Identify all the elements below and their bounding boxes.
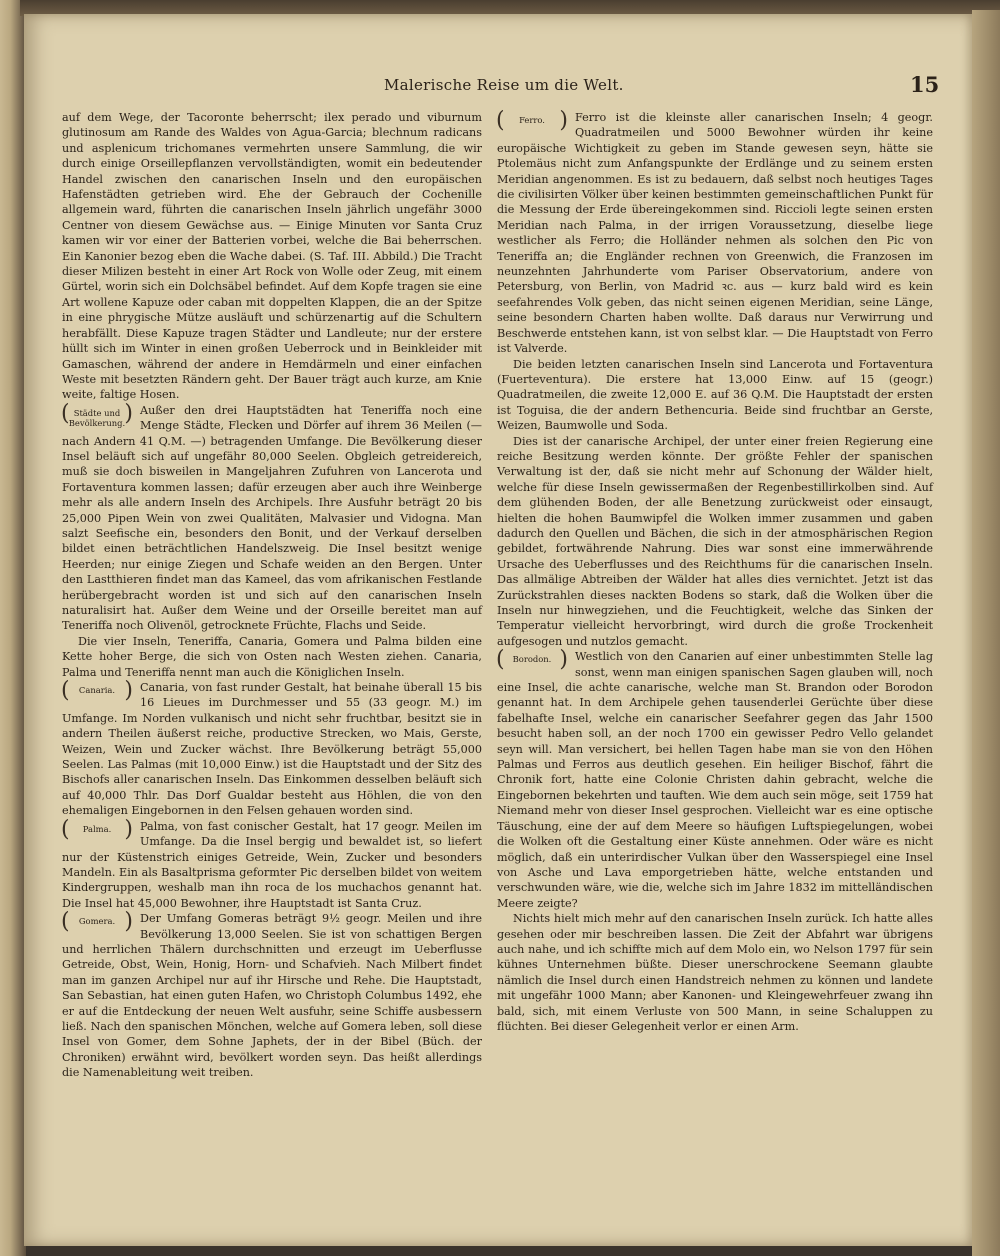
page-stack-edge [972,10,1000,1256]
right-column [497,110,933,1034]
paragraph-ferro [497,110,933,357]
paragraph-text: Palma, von fast conischer Gestalt, hat 17 geogr. Meilen im Umfange. Da die Insel bergig und bewaldet ist, so liefert nur der Küstenstrich einiges Getreide, Wein, Zucker und besonders Mandeln. Ein als Basaltprisma geformter Pic derselben bildet von weitem Kindergruppen, weshalb man ihn roca de los muchachos genannt hat. Die Insel hat 45,000 Bewohner, ihre Hauptstadt ist Santa Cruz. [62,819,482,910]
margin-note-borodon: ( Borodon. ) [497,652,567,666]
paragraph-staedte [62,403,482,634]
paragraph: Nichts hielt mich mehr auf den canarischen Inseln zurück. Ich hatte alles gesehen oder mir beschreiben lassen. Die Zeit der Abfahrt war übrigens auch nahe, und ich schiffte mich auf dem Molo ein, wo Nelson 1797 für sein kühnes Unternehmen büßte. Dieser unerschrockene Seemann glaubte nämlich die Insel durch einen Handstreich nehmen zu können und landete mit ungefähr 1000 Mann; aber Kanonen- und Kleingewehrfeuer zwang ihn bald, sich, mit einem Verluste von 500 Mann, in seine Schaluppen zu flüchten. Bei dieser Gelegenheit verlor er einen Arm. [497,912,933,1033]
paragraph: auf dem Wege, der Tacoronte beherrscht; ilex perado und viburnum glutinosum am Rande des Waldes von Agua-Garcia; blechnum radicans und asplenicum trichomanes vermehrten unsere Sammlung, die wir durch einige Orseillepflanzen vervollständigten, womit ein bedeutender Handel zwischen den canarischen Inseln und den europäischen Hafenstädten getrieben wird. Ehe der Gebrauch der Cochenille allgemein ward, führten die canarischen Inseln jährlich ungefähr 3000 Centner von diesem Gewächse aus. — Einige Minuten vor Santa Cruz kamen wir vor einer der Batterien vorbei, welche die Bai beherrschen. Ein Kanonier bezog eben die Wache dabei. (S. Taf. III. Abbild.) Die Tracht dieser Milizen besteht in einer Art Rock von Wolle oder Zeug, mit einem Gürtel, worin sich ein Dolchsäbel befindet. Auf dem Kopfe tragen sie eine Art wollene Kapuze oder caban mit doppelten Klappen, die an der Spitze in eine phrygische Mütze ausläuft und schürzenartig auf die Schultern herabfällt. Diese Kapuze tragen Städter und Landleute; nur der erstere hüllt sich im Winter in einen großen Ueberrock und in Beinkleider mit Gamaschen, während der andere in Hemdärmeln und einer einfachen Weste mit besetzten Rändern geht. Der Bauer trägt auch kurze, am Knie weite, faltige Hosen. [62,111,482,402]
margin-note-ferro: ( Ferro. ) [497,113,567,127]
paragraph: Dies ist der canarische Archipel, der unter einer freien Regierung eine reiche Besitzung werden könnte. Der größte Fehler der spanischen Verwaltung ist der, daß sie nicht mehr auf Schonung der Wälder hielt, welche für diese Inseln gewissermaßen der Regenbestillirkolben sind. Auf dem glühenden Boden, der alle Benetzung zurückweist oder einsaugt, hielten die hohen Baumwipfel die Wolken immer zusammen und gaben dadurch den Quellen und Bächen, die sich in der atmosphärischen Region gebildet, fortwährende Nahrung. Dies war sonst eine immerwährende Ursache des Ueberflusses und des Reichthums für die canarischen Inseln. Das allmälige Abtreiben der Wälder hat alles dies vernichtet. Jetzt ist das Zurückstrahlen dieses nackten Bodens so stark, daß die Wolken über die Inseln nur hinwegziehen, und die Feuchtigkeit, welche das Sinken der Temperatur vielleicht hervorbringt, wird durch die große Trockenheit aufgesogen und nutzlos gemacht. [497,434,933,648]
paragraph-text: Westlich von den Canarien auf einer unbestimmten Stelle lag sonst, wenn man einigen spanischen Sagen glauben will, noch eine Insel, die achte canarische, welche man St. Brandon oder Borodon genannt hat. In dem Archipele gehen tausenderlei Gerüchte über diese fabelhafte Insel, welche ein canarischer Seefahrer gegen das Jahr 1500 besucht haben soll, an der noch 1700 ein gewisser Pedro Vello gelandet seyn will. Man versichert, bei hellen Tagen habe man sie von den Höhen Palmas und Ferros aus deutlich gesehen. Ein heiliger Bischof, fährt die Chronik fort, hatte eine Colonie Christen dahin gebracht, welche die Eingebornen bekehrten und tauften. Wie dem auch sein möge, seit 1759 hat Niemand mehr von dieser Insel gesprochen. Vielleicht war es eine optische Täuschung, eine der auf dem Meere so häufigen Luftspiegelungen, wobei die Wolken oft die Gestaltung einer Küste annehmen. Oder wäre es nicht möglich, daß ein unterirdischer Vulkan über den Wasserspiegel eine Insel von Asche und Lava emporgetrieben hätte, welche entstanden und verschwunden wäre, wie die, welche sich im Jahre 1832 im mittelländischen Meere zeigte? [497,650,933,910]
paragraph-gomera [62,911,482,1080]
paragraph-palma [62,819,482,911]
paragraph-canaria [62,680,482,819]
paragraph-text: Außer den drei Hauptstädten hat Teneriffa noch eine Menge Städte, Flecken und Dörfer auf ihrem 36 Meilen (— nach Andern 41 Q.M. —) betragenden Umfange. Die Bevölkerung dieser Insel beläuft sich auf ungefähr 80,000 Seelen. Obgleich getreidereich, muß sie doch bisweilen in Mangeljahren Zufuhren von Lancerota und Fortaventura kommen lassen; dafür erzeugen aber auch ihre Weinberge mehr als alle andern Inseln des Archipels. Ihre Ausfuhr beträgt 20 bis 25,000 Pipen Wein von zwei Qualitäten, Malvasier und Vidogna. Man salzt Seefische ein, besonders den Bonit, und der Verkauf derselben bildet einen beträchtlichen Handelszweig. Die Insel besitzt wenige Heerden; nur einige Ziegen und Schafe weiden an den Bergen. Unter den Lastthieren findet man das Kameel, das vom afrikanischen Festlande herübergebracht worden ist und sich auf den canarischen Inseln naturalisirt hat. Außer dem Weine und der Orseille bereitet man auf Teneriffa noch Olivenöl, getrocknete Früchte, Flachs und Seide. [62,403,482,633]
running-title: Malerische Reise um die Welt. [384,76,624,94]
margin-note-staedte: ( Städte und Bevölkerung. ) [62,406,132,430]
paragraph: Die beiden letzten canarischen Inseln sind Lancerota und Fortaventura (Fuerteventura). Die erstere hat 13,000 Einw. auf 15 (geogr.) Quadratmeilen, die zweite 12,000 E. auf 36 Q.M. Die Hauptstadt der ersten ist Toguisa, die der andern Bethencuria. Beide sind fruchtbar an Gerste, Weizen, Baumwolle und Soda. [497,357,933,433]
paragraph-text: Ferro ist die kleinste aller canarischen Inseln; 4 geogr. Quadratmeilen und 5000 Bewohner würden ihr keine europäische Wichtigkeit zu geben im Stande gewesen seyn, hätte sie Ptolemäus nicht zum Anfangspunkte der Erdlänge und zu seinem ersten Meridian angenommen. Es ist zu bedauern, daß selbst noch heutiges Tages die civilisirten Völker über keinen bestimmten gemeinschaftlichen Punkt für die Messung der Erde übereingekommen sind. Riccioli legte seinen ersten Meridian nach Palma, in der irrigen Voraussetzung, dieselbe liege westlicher als Ferro; die Holländer nehmen als solchen den Pic von Teneriffa an; die Engländer rechnen von Greenwich, die Franzosen im neunzehnten Jahrhunderte vom Pariser Observatorium, andere von Petersburg, von Berlin, von Madrid ꝛc. aus — kurz bald wird es kein seefahrendes Volk geben, das nicht seinen eigenen Meridian, seine Länge, seine besondern Charten haben wollte. Daß daraus nur Verwirrung und Beschwerde entstehen kann, ist von selbst klar. — Die Hauptstadt von Ferro ist Valverde. [497,111,933,356]
margin-note-canaria: ( Canaria. ) [62,683,132,697]
book-page [24,14,972,1246]
book-spine [0,0,26,1256]
left-column [62,110,482,1081]
page-number: 15 [910,72,940,97]
paragraph-borodon [497,649,933,911]
margin-note-gomera: ( Gomera. ) [62,914,132,928]
paragraph-text: Der Umfang Gomeras beträgt 9½ geogr. Meilen und ihre Bevölkerung 13,000 Seelen. Sie ist von schattigen Bergen und herrlichen Thälern durchschnitten und erzeugt im Ueberflusse Getreide, Obst, Wein, Honig, Horn- und Schafvieh. Nach Milbert findet man im ganzen Archipel nur auf ihr Hirsche und Rehe. Die Hauptstadt, San Sebastian, hat einen guten Hafen, wo Christoph Columbus 1492, ehe er auf die Entdeckung der neuen Welt ausfuhr, seine Schiffe ausbessern ließ. Nach den spanischen Mönchen, welche auf Gomera leben, soll diese Insel von Gomer, dem Sohne Japhets, der in der Bibel (Büch. der Chroniken) erwähnt wird, bevölkert worden seyn. Das heißt allerdings die Namenableitung weit treiben. [62,912,482,1080]
paragraph: Die vier Inseln, Teneriffa, Canaria, Gomera und Palma bilden eine Kette hoher Berge, die sich von Osten nach Westen ziehen. Canaria, Palma und Teneriffa nennt man auch die Königlichen Inseln. [62,634,482,679]
paragraph-text: Canaria, von fast runder Gestalt, hat beinahe überall 15 bis 16 Lieues im Durchmesser und 55 (33 geogr. M.) im Umfange. Im Norden vulkanisch und nicht sehr fruchtbar, besitzt sie in andern Theilen äußerst reiche, productive Strecken, wo Mais, Gerste, Weizen, Wein und Zucker wächst. Ihre Bevölkerung beträgt 55,000 Seelen. Las Palmas (mit 10,000 Einw.) ist die Hauptstadt und der Sitz des Bischofs aller canarischen Inseln. Das Einkommen desselben beläuft sich auf 40,000 Thlr. Das Dorf Gualdar besteht aus Höhlen, die von den ehemaligen Eingebornen in den Felsen gehauen worden sind. [62,681,482,818]
margin-note-palma: ( Palma. ) [62,822,132,836]
